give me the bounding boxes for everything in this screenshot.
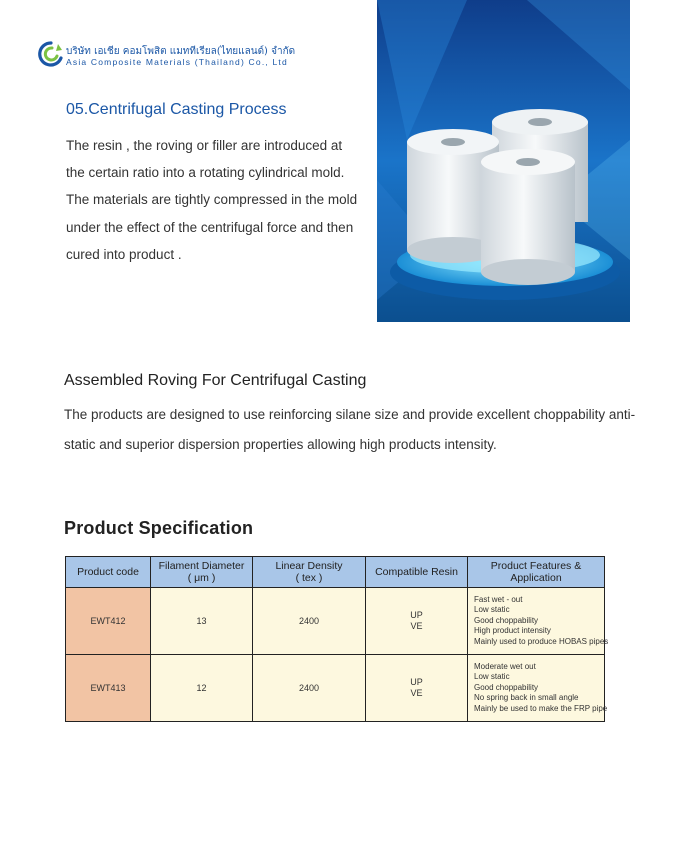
cell-density: 2400 [253, 588, 366, 655]
roving-description: The products are designed to use reinforcing silane size and provide excellent choppability anti-static and superior dispersion properties allowing high products intensity. [64, 407, 636, 452]
table-row [66, 588, 605, 655]
spec-title: Product Specification [64, 518, 254, 538]
cell-diameter: 12 [151, 655, 253, 722]
cell-resin: UP VE [366, 655, 468, 722]
spec-table [65, 556, 609, 722]
process-paragraph: The materials are tightly compressed in the mold under the effect of the centrifugal force and then cured into product . [66, 192, 358, 262]
header-product-code: Product code [66, 557, 151, 588]
header-compatible-resin: Compatible Resin [366, 557, 468, 588]
roving-photo [377, 0, 630, 322]
roving-title: Assembled Roving For Centrifugal Casting [64, 372, 367, 389]
logo-mark-icon [38, 40, 64, 68]
cell-resin: UP VE [366, 588, 468, 655]
cell-product-code: EWT412 [66, 588, 151, 655]
cell-features: Moderate wet out Low static Good choppability No spring back in small angle Mainly be used to make the FRP pipe [468, 655, 605, 722]
header-product-features: Product Features & Application [468, 557, 605, 588]
company-logo [38, 40, 298, 72]
header-linear-density: Linear Density ( tex ) [253, 557, 366, 588]
table-row [66, 655, 605, 722]
cell-features: Fast wet - out Low static Good choppability High product intensity Mainly used to produce HOBAS pipes [468, 588, 605, 655]
company-name-thai: บริษัท เอเชีย คอมโพสิต แมททีเรียล(ไทยแลนด์) จำกัด [66, 46, 296, 57]
cell-product-code: EWT413 [66, 655, 151, 722]
process-description [66, 132, 361, 268]
table-header-row [66, 557, 605, 588]
process-paragraph: The resin , the roving or filler are introduced at the certain ratio into a rotating cylindrical mold. [66, 138, 345, 181]
cell-density: 2400 [253, 655, 366, 722]
header-filament-diameter: Filament Diameter ( μm ) [151, 557, 253, 588]
cell-diameter: 13 [151, 588, 253, 655]
section-title: 05.Centrifugal Casting Process [66, 101, 287, 118]
company-name-english: Asia Composite Materials (Thailand) Co., Ltd [66, 57, 288, 67]
